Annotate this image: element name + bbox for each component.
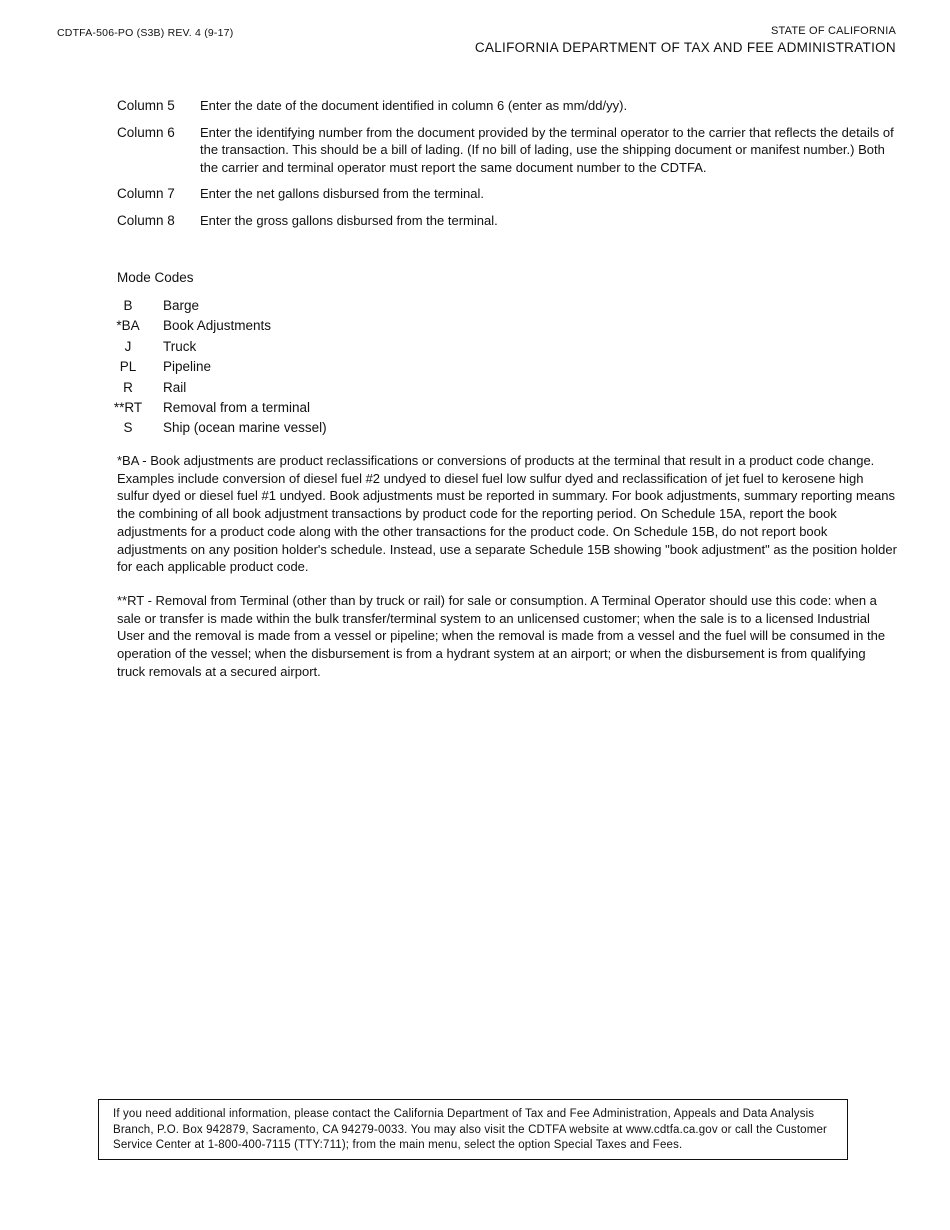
mode-description: Truck bbox=[163, 338, 197, 354]
mode-code: B bbox=[123, 298, 133, 313]
list-item bbox=[113, 418, 327, 438]
mode-code: **RT bbox=[113, 399, 143, 415]
contact-info-box bbox=[98, 1099, 848, 1160]
mode-code: J bbox=[124, 338, 132, 354]
department-name: CALIFORNIA DEPARTMENT OF TAX AND FEE ADMINISTRATION bbox=[474, 40, 896, 55]
terminal-removal-note: **RT - Removal from Terminal (other than by truck or rail) for sale or consumption. A Terminal Operator should use this code: when a sale or transfer is made within the bulk transfer/terminal system to an unlicensed customer; when the sale is to a licensed Industrial User and the removal is made from a vessel or pipeline; when the removal is made from a vessel and the fuel will be consumed in the operation of the vessel; when the disbursement is from a hydrant system at an airport; or when the disbursement is from qualifying truck removals at a secured airport. bbox=[117, 593, 886, 679]
list-item bbox=[113, 398, 327, 418]
list-item bbox=[113, 337, 327, 357]
mode-codes-title: Mode Codes bbox=[117, 270, 194, 285]
column-instructions bbox=[117, 97, 897, 239]
agency-header bbox=[475, 25, 896, 55]
column-label: Column 5 bbox=[117, 98, 175, 113]
form-id: CDTFA-506-PO (S3B) REV. 4 (9-17) bbox=[57, 27, 234, 39]
mode-description: Ship (ocean marine vessel) bbox=[163, 420, 327, 436]
mode-code: PL bbox=[119, 359, 137, 375]
column-instruction-row bbox=[117, 212, 897, 230]
list-item bbox=[113, 316, 327, 336]
column-description: Enter the date of the document identified in column 6 (enter as mm/dd/yy). bbox=[200, 98, 628, 113]
list-item bbox=[113, 357, 327, 377]
contact-info-text: If you need additional information, please contact the California Department of Tax and Fee Administration, Appeals and Data Analysis Branch, P.O. Box 942879, Sacramento, CA 94279-0033. You may also visit the CDTFA website at www.cdtfa.ca.gov or call the Customer Service Center at 1-800-400-7115 (TTY:711); from the main menu, select the option Special Taxes and Fees. bbox=[113, 1108, 827, 1151]
list-item bbox=[113, 378, 327, 398]
column-instruction-row bbox=[117, 97, 897, 115]
column-label: Column 8 bbox=[117, 212, 175, 228]
state-name: STATE OF CALIFORNIA bbox=[770, 25, 896, 37]
column-instruction-row bbox=[117, 124, 897, 177]
mode-code: R bbox=[123, 379, 133, 395]
column-description: Enter the net gallons disbursed from the terminal. bbox=[200, 186, 484, 202]
mode-code: *BA bbox=[116, 318, 140, 334]
book-adjustment-note: *BA - Book adjustments are product reclassifications or conversions of products at the terminal that result in a product code change. Examples include conversion of diesel fuel #2 undyed to diesel fuel low sulfur dyed and reclassification of jet fuel to kerosene high sulfur dyed or diesel fuel #1 undyed. Book adjustments must be reported in summary. For book adjustments, summary reporting means the combining of all book adjustment transactions by product code for the reporting period. On Schedule 15A, report the book adjustments for a product code along with the other transactions for the product code. On Schedule 15B, do not report book adjustments on any position holder's schedule. Instead, use a separate Schedule 15B showing "book adjustment" as the position holder for each applicable product code. bbox=[117, 453, 897, 575]
mode-description: Rail bbox=[163, 379, 187, 395]
mode-description: Barge bbox=[163, 298, 200, 313]
mode-code: S bbox=[123, 420, 133, 436]
list-item bbox=[113, 296, 327, 316]
column-description: Enter the identifying number from the document provided by the terminal operator to the carrier that reflects the details of the transaction. This should be a bill of lading. (If no bill of lading, use the shipping document or manifest number.) Both the carrier and terminal operator must report the same document number to the CDTFA. bbox=[200, 124, 894, 175]
column-label: Column 7 bbox=[117, 186, 175, 202]
mode-description: Pipeline bbox=[163, 359, 212, 375]
column-instruction-row bbox=[117, 185, 897, 203]
column-description: Enter the gross gallons disbursed from the terminal. bbox=[200, 212, 498, 228]
mode-description: Book Adjustments bbox=[163, 318, 272, 334]
column-label: Column 6 bbox=[117, 124, 175, 140]
mode-codes-list bbox=[113, 296, 327, 439]
mode-description: Removal from a terminal bbox=[163, 399, 311, 415]
